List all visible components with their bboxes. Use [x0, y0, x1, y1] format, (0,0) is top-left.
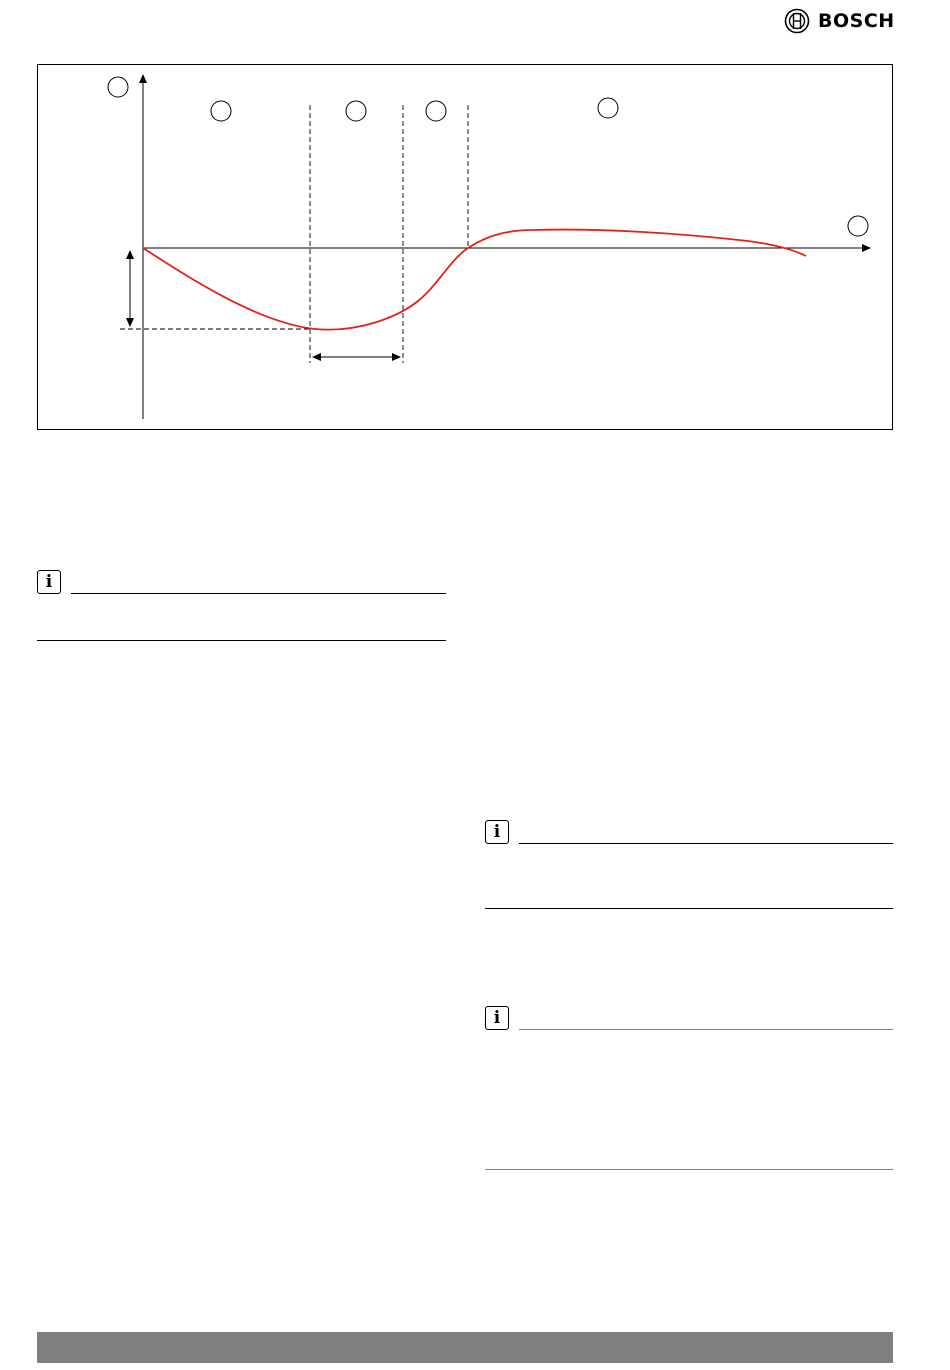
info-note	[485, 1006, 893, 1172]
note-bottom-rule	[485, 908, 893, 909]
info-note	[485, 820, 893, 912]
callout-marker-phase-2	[346, 101, 366, 121]
note-bottom-rule	[37, 640, 446, 641]
callout-marker-x-axis	[848, 216, 868, 236]
callout-marker-y-axis	[108, 77, 128, 97]
bosch-armature-icon	[784, 8, 810, 34]
note-top-rule	[71, 593, 446, 594]
note-bottom-rule	[485, 1169, 893, 1170]
brand-name: BOSCH	[818, 10, 895, 32]
info-note	[37, 570, 446, 642]
response-curve	[143, 230, 806, 330]
diagram-frame	[37, 64, 893, 430]
diagram-canvas	[38, 65, 894, 431]
note-top-rule	[519, 1029, 893, 1030]
info-icon: i	[485, 1006, 509, 1030]
callout-marker-phase-4	[598, 98, 618, 118]
brand-logo	[784, 8, 895, 34]
footer-bar	[37, 1332, 893, 1363]
info-icon: i	[37, 570, 61, 594]
callout-marker-phase-1	[211, 101, 231, 121]
callout-marker-phase-3	[426, 101, 446, 121]
info-icon: i	[485, 820, 509, 844]
note-top-rule	[519, 843, 893, 844]
